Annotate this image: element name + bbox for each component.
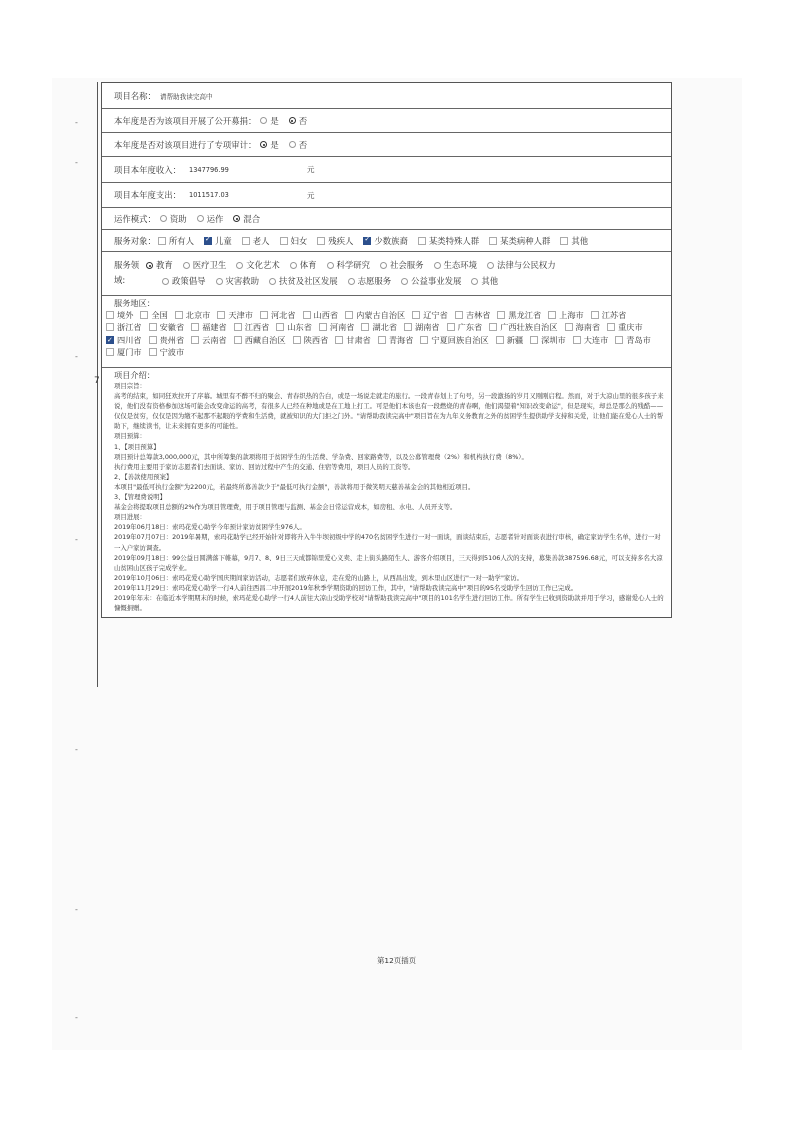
public-fundraising-no-radio[interactable]: 否 (289, 115, 307, 127)
region-option[interactable] (276, 321, 312, 333)
region-option-label: 河北省 (270, 310, 296, 320)
target-option-label: 儿童 (215, 235, 232, 246)
region-option[interactable] (303, 309, 339, 321)
region-option[interactable] (607, 321, 643, 333)
region-option-label: 甘肃省 (346, 334, 371, 345)
radio-icon (380, 262, 387, 269)
intro-line: 项目进展： (114, 513, 146, 522)
checkbox-icon (455, 311, 463, 319)
field-option[interactable] (236, 258, 280, 273)
region-option-label: 黑龙江省 (508, 310, 542, 320)
region-option[interactable] (496, 334, 523, 346)
radio-icon (289, 141, 296, 148)
audit-label: 本年度是否对该项目进行了专项审计： (114, 139, 257, 150)
target-option[interactable] (317, 235, 353, 247)
radio-icon (434, 262, 441, 269)
field-option[interactable] (146, 258, 173, 273)
region-row (102, 296, 671, 368)
radio-icon (162, 278, 169, 285)
checkbox-icon (106, 323, 114, 331)
region-option-label: 天津市 (228, 310, 253, 320)
region-option[interactable] (420, 334, 488, 346)
mode-option-mixed[interactable]: 混合 (233, 213, 260, 225)
public-fundraising-yes-radio[interactable]: 是 (260, 115, 278, 127)
page-footer: 第12页插页 (377, 956, 416, 965)
target-option-label: 所有人 (168, 235, 194, 246)
region-option-label: 深圳市 (541, 334, 566, 345)
checkbox-icon (497, 311, 505, 319)
field-option-label: 生态环境 (443, 260, 477, 270)
field-option-label: 医疗卫生 (192, 260, 227, 270)
region-option-label: 重庆市 (618, 322, 643, 333)
region-options (106, 309, 671, 358)
field-option[interactable] (216, 274, 260, 289)
target-label: 服务对象： (114, 235, 156, 246)
checkbox-checked-icon (106, 336, 114, 344)
target-option-label: 某类病种人群 (500, 235, 551, 246)
region-option-label: 厦门市 (117, 346, 142, 357)
field-option-label: 其他 (481, 276, 499, 286)
region-option[interactable] (404, 321, 440, 333)
region-option-label: 北京市 (185, 310, 211, 320)
region-option-label: 江西省 (244, 322, 270, 333)
field-option-label: 政策倡导 (172, 276, 206, 286)
intro-line: 本项目"最低可执行金额"为2200元，若最终所募善款少于"最低可执行金额"，善款将用于微笑明天慈善基金会的其他相近项目。 (114, 482, 475, 491)
field-options-row2 (162, 274, 566, 290)
mode-label: 运作模式： (114, 213, 156, 224)
field-options-row1 (146, 258, 566, 274)
checkbox-icon (489, 323, 497, 331)
region-option-label: 安徽省 (159, 322, 185, 333)
checkbox-icon (217, 311, 225, 319)
field-option[interactable] (348, 274, 392, 289)
target-option-label: 妇女 (290, 235, 308, 246)
target-option[interactable] (560, 235, 588, 247)
checkbox-icon (149, 336, 157, 344)
checkbox-icon (106, 348, 114, 356)
expense-currency: 元 (307, 190, 315, 200)
target-option-label: 老人 (252, 235, 270, 246)
region-option-label: 宁波市 (159, 346, 185, 357)
radio-icon (269, 278, 276, 285)
checkbox-icon (276, 323, 284, 331)
mode-option-fund[interactable]: 资助 (160, 213, 187, 225)
checkbox-icon (158, 237, 166, 245)
scan-mark: - (75, 905, 78, 914)
field-label: 服务领 域: (114, 260, 140, 285)
checkbox-icon (607, 323, 615, 331)
field-option[interactable] (183, 258, 227, 273)
target-option-label: 其他 (571, 235, 589, 246)
region-option-label: 广西壮族自治区 (500, 322, 558, 333)
audit-yes-radio[interactable]: 是 (260, 139, 278, 151)
target-option[interactable] (418, 235, 479, 247)
region-option[interactable] (175, 309, 211, 321)
region-option-label: 宁夏回族自治区 (431, 334, 489, 345)
region-option[interactable] (234, 334, 286, 346)
field-option[interactable] (401, 274, 461, 289)
checkbox-icon (420, 336, 428, 344)
region-option[interactable] (378, 334, 414, 346)
checkbox-icon (345, 311, 353, 319)
intro-line: 项目预计总筹款3,000,000元，其中所筹集的款项将用于贫困学生的生活费、学杂费、回家路费等，以及公募管理费（2%）和机构执行费（8%）。 (114, 452, 528, 461)
field-option-label: 科学研究 (336, 260, 370, 270)
intro-text (102, 381, 671, 617)
checkbox-icon (191, 336, 199, 344)
mode-option-operate[interactable]: 运作 (197, 213, 224, 225)
region-option-label: 江苏省 (601, 310, 627, 320)
region-option[interactable] (565, 321, 601, 333)
region-option[interactable] (217, 309, 253, 321)
field-option-label: 扶贫及社区发展 (279, 276, 338, 286)
region-option[interactable] (149, 321, 185, 333)
region-option-label: 云南省 (202, 334, 227, 345)
region-option-label: 海南省 (575, 322, 601, 333)
radio-selected-icon (146, 262, 153, 269)
checkbox-icon (280, 237, 288, 245)
intro-line: 项目宗旨： (114, 382, 146, 390)
field-option[interactable] (487, 258, 556, 273)
region-option[interactable] (191, 321, 227, 333)
project-form-table (94, 82, 672, 618)
region-option[interactable] (149, 334, 185, 346)
region-option[interactable] (234, 321, 270, 333)
region-option-label: 山西省 (313, 310, 339, 320)
income-label: 项目本年度收入： (114, 164, 181, 175)
target-option-label: 少数族裔 (374, 235, 408, 246)
radio-selected-icon (260, 141, 267, 148)
field-option-label: 体育 (299, 260, 317, 270)
checkbox-icon (317, 237, 325, 245)
region-option-label: 上海市 (559, 310, 584, 320)
intro-line: 基金会将提取项目总额的2%作为项目管理费，用于项目管理与监测、基金会日常运营成本，如房租、水电、人员开支等。 (114, 503, 457, 512)
target-option[interactable] (363, 235, 408, 247)
public-fundraising-label: 本年度是否为该项目开展了公开募捐： (114, 115, 257, 126)
region-option-label: 新疆 (506, 334, 524, 345)
region-option[interactable] (106, 334, 142, 346)
intro-line: 2019年09月18日：99公益日圆满落下帷幕，9月7、8、9日三天成都锦里爱心义卖、走上街头路陌生人、游客介绍项目，三天得到5106人次的支持，募集善款387596.68元，可以支持多名大凉山贫困山区孩子完成学业。 (114, 553, 663, 572)
target-options (158, 235, 598, 247)
region-option-label: 贵州省 (159, 334, 185, 345)
region-option[interactable] (260, 309, 296, 321)
checkbox-icon (489, 237, 497, 245)
target-option-label: 某类特殊人群 (428, 235, 480, 246)
field-option[interactable] (434, 258, 478, 273)
checkbox-icon (591, 311, 599, 319)
region-option[interactable] (106, 321, 142, 333)
expense-row (102, 183, 671, 208)
income-value: 1347796.99 (189, 165, 229, 174)
scan-mark: - (75, 118, 78, 127)
checkbox-icon (412, 311, 420, 319)
checkbox-icon (140, 311, 148, 319)
public-fundraising-row (102, 109, 671, 133)
checkbox-icon (149, 323, 157, 331)
region-option-label: 辽宁省 (423, 310, 448, 320)
scan-mark: - (75, 158, 78, 167)
radio-icon (290, 262, 297, 269)
target-option[interactable] (204, 235, 232, 247)
radio-icon (401, 278, 408, 285)
region-option-label: 陕西省 (303, 334, 329, 345)
expense-value: 1011517.03 (189, 191, 229, 199)
region-option[interactable] (591, 309, 627, 321)
radio-icon (487, 262, 494, 269)
intro-line: 3、【管理费说明】 (114, 493, 166, 502)
region-option-label: 内蒙古自治区 (356, 310, 406, 320)
income-currency: 元 (307, 165, 315, 174)
checkbox-icon (175, 311, 183, 319)
intro-section (94, 368, 671, 617)
region-option[interactable] (319, 321, 355, 333)
checkbox-icon (260, 311, 268, 319)
region-option[interactable] (497, 309, 541, 321)
region-option-label: 河南省 (329, 322, 355, 333)
intro-line: 2019年10月06日：索玛花爱心助学国庆期间家访活动，志愿者们放弃休息，走在爱的山路上，从西昌出发，到木里山区进行"一对一助学"家访。 (114, 573, 524, 582)
target-option[interactable] (280, 235, 308, 247)
checkbox-icon (319, 323, 327, 331)
mode-row (102, 208, 671, 230)
intro-line: 2019年07月07日：2019年暑期，索玛花助学已经开始针对即将升入牛牛坝初级中学的470名贫困学生进行一对一面谈，面谈结束后，志愿者针对面谈表进行审核，确定家访学生名单，进行一对一入户家访调查。 (114, 533, 661, 552)
radio-icon (236, 262, 243, 269)
checkbox-icon (418, 237, 426, 245)
income-row (102, 157, 671, 183)
target-option[interactable] (242, 235, 270, 247)
project-name-row (102, 83, 671, 109)
region-option[interactable] (447, 321, 483, 333)
region-label: 服务地区： (114, 298, 155, 308)
scan-mark: - (75, 535, 78, 544)
checkbox-icon (149, 348, 157, 356)
checkbox-icon (496, 336, 504, 344)
radio-icon (183, 262, 190, 269)
checkbox-icon (560, 237, 568, 245)
region-option[interactable] (345, 309, 405, 321)
checkbox-checked-icon (204, 237, 212, 245)
field-option[interactable] (471, 274, 498, 289)
field-row (102, 252, 671, 296)
scan-mark: - (75, 1013, 78, 1022)
scan-mark: - (75, 352, 78, 361)
checkbox-icon (378, 336, 386, 344)
project-name-label: 项目名称： (114, 90, 156, 101)
region-option-label: 湖南省 (415, 322, 440, 333)
intro-line: 2019年11月29日：索玛花爱心助学一行4人前往西昌二中开展2019年秋季学期资助的回访工作，其中，"请帮助我读完高中"项目的95名受助学生回访工作已完成。 (114, 583, 578, 592)
intro-line: 执行费用主要用于家访志愿者们去面谈、家访、回访过程中产生的交通、住宿等费用，项目人员的工资等。 (114, 462, 415, 471)
checkbox-icon (361, 323, 369, 331)
radio-icon (327, 262, 334, 269)
region-option-label: 境外 (117, 310, 134, 320)
field-option-label: 灾害救助 (225, 276, 259, 286)
intro-line: 高考的结束，如同狂欢拉开了序幕。城里有不醉不归的聚会、青春织热的告白，或是一场说走就走的旅行。一段青春划上了句号，另一段激扬的岁月又刚刚启程。然而，对于大凉山里的很多孩子来说，他们没有资格参加这场可能会改变命运的高考，有很多人已经在种地或是在工地上打工。可是他们本该也有一段燃烧的青春啊，他们渴望着"知识改变命运"，但是现实，却总是那么的残酷——仅仅是贫穷，仅仅是因为缴不起那不起眼的学费和生活费，就被知识的大门拒之门外。"请帮助我读完高中"项目旨在为九年义务教育之外的贫困学生提供助学支持和关爱，让他们能在爱心人士的帮助下，继续读书，让未来拥有更多的可能性。 (114, 392, 664, 431)
region-option-label: 浙江省 (117, 322, 142, 333)
region-option-label: 广东省 (457, 322, 483, 333)
scan-mark: - (75, 745, 78, 754)
audit-no-radio[interactable]: 否 (289, 139, 307, 151)
checkbox-icon (615, 336, 623, 344)
target-row (102, 230, 671, 252)
radio-selected-icon (233, 215, 240, 222)
radio-icon (348, 278, 355, 285)
checkbox-icon (573, 336, 581, 344)
radio-icon (197, 215, 204, 222)
region-option[interactable] (191, 334, 227, 346)
radio-icon (471, 278, 478, 285)
field-option[interactable] (327, 258, 371, 273)
intro-line: 1、【项目预算】 (114, 442, 160, 451)
audit-row (102, 133, 671, 157)
radio-icon (160, 215, 167, 222)
radio-icon (216, 278, 223, 285)
checkbox-icon (335, 336, 343, 344)
project-name-value: 请帮助我读完高中 (159, 92, 213, 101)
region-option-label: 吉林省 (465, 310, 491, 320)
checkbox-icon (191, 323, 199, 331)
region-option-label: 大连市 (583, 334, 609, 345)
checkbox-icon (548, 311, 556, 319)
field-option[interactable] (380, 258, 424, 273)
region-option[interactable] (106, 346, 142, 358)
checkbox-icon (106, 311, 114, 319)
target-option[interactable] (158, 235, 194, 247)
field-option-label: 社会服务 (390, 260, 424, 270)
field-option[interactable] (162, 274, 206, 289)
region-option[interactable] (149, 346, 185, 358)
intro-line: 2、【善款使用预案】 (114, 472, 173, 481)
region-option-label: 全国 (151, 310, 168, 320)
region-option-label: 青海省 (388, 334, 414, 345)
intro-line: 2019年06月18日：索玛花爱心助学今年预计家访贫困学生976人。 (114, 523, 306, 532)
field-option-label: 法律与公民权力 (497, 260, 556, 270)
radio-selected-icon (289, 117, 296, 124)
region-option[interactable] (140, 309, 167, 321)
region-option[interactable] (615, 334, 651, 346)
checkbox-icon (242, 237, 250, 245)
intro-line: 2019年年末：在临近本学期期末的时候，索玛花爱心助学一行4人前往大凉山受助学校对"请帮助我读完高中"项目的101名学生进行回访工作。所有学生已收到资助款并用于学习，感谢爱心人士的慷慨捐赠。 (114, 593, 664, 613)
side-number: 7 (94, 376, 100, 386)
checkbox-icon (234, 323, 242, 331)
region-option[interactable] (412, 309, 448, 321)
region-option-label: 山东省 (287, 322, 312, 333)
region-option[interactable] (106, 309, 133, 321)
field-option[interactable] (290, 258, 317, 273)
target-option[interactable] (489, 235, 550, 247)
region-option[interactable] (530, 334, 566, 346)
region-option[interactable] (335, 334, 371, 346)
expense-label: 项目本年度支出： (114, 190, 181, 200)
checkbox-icon (565, 323, 573, 331)
field-option-label: 公益事业发展 (411, 276, 462, 286)
region-option-label: 四川省 (117, 334, 142, 345)
checkbox-icon (293, 336, 301, 344)
checkbox-icon (303, 311, 311, 319)
checkbox-checked-icon (363, 237, 371, 245)
checkbox-icon (404, 323, 412, 331)
field-option-label: 教育 (156, 260, 173, 270)
region-option-label: 福建省 (202, 322, 227, 333)
region-option[interactable] (361, 321, 397, 333)
region-option-label: 湖北省 (372, 322, 398, 333)
region-option[interactable] (548, 309, 584, 321)
intro-line: 项目预算： (114, 432, 146, 441)
field-option-label: 志愿服务 (357, 276, 392, 286)
region-option-label: 青岛市 (626, 334, 651, 345)
field-option-label: 文化艺术 (246, 260, 280, 270)
checkbox-icon (530, 336, 538, 344)
checkbox-icon (234, 336, 242, 344)
checkbox-icon (447, 323, 455, 331)
region-option[interactable] (489, 321, 557, 333)
region-option[interactable] (573, 334, 609, 346)
region-option-label: 西藏自治区 (244, 334, 286, 345)
region-option[interactable] (293, 334, 329, 346)
radio-icon (260, 117, 267, 124)
target-option-label: 残疾人 (328, 235, 354, 246)
region-option[interactable] (455, 309, 491, 321)
intro-label: 项目介绍： (114, 370, 155, 380)
field-option[interactable] (269, 274, 338, 289)
